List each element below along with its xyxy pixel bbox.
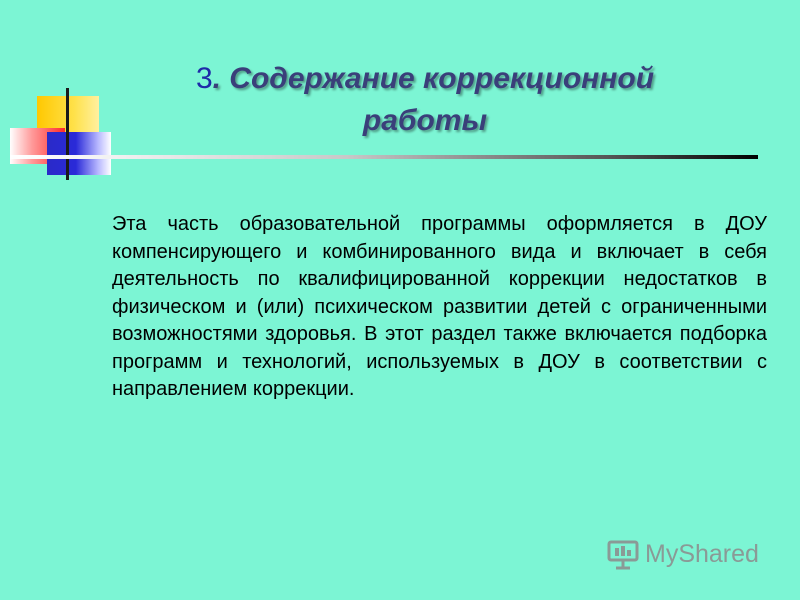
decor-vertical-line <box>66 88 69 180</box>
watermark <box>606 536 759 572</box>
slide-title <box>130 58 720 142</box>
myshared-logo-icon <box>606 537 640 571</box>
title-text: . Содержание коррекционной работы <box>212 62 655 137</box>
title-number: 3 <box>195 62 213 95</box>
slide-body-text: Эта часть образовательной программы оформляется в ДОУ компенсирующего и комбинированного вида и включает в себя деятельность по квалифицированной коррекции недостатков в физическом и (или) психическом развитии детей с ограниченными возможностями здоровья. В этот раздел также включается подборка программ и технологий, используемых в ДОУ в соответствии с направлением коррекции. <box>112 213 767 400</box>
title-underline <box>10 155 758 159</box>
watermark-text: MyShared <box>645 539 759 568</box>
decor-blue-square <box>47 132 111 175</box>
